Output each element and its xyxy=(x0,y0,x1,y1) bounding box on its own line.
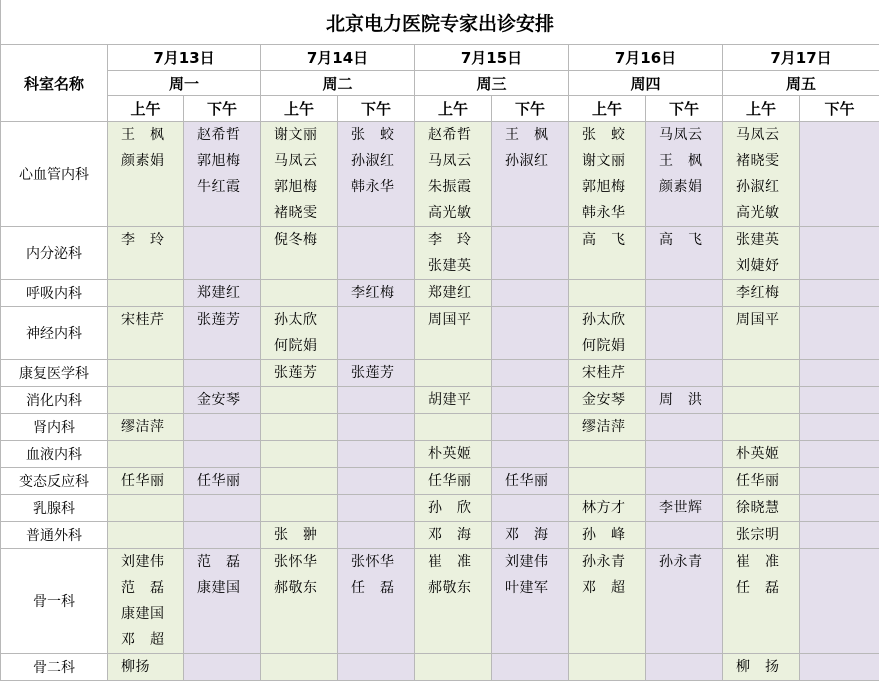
doctor-name: 何院娟 xyxy=(569,333,645,359)
table-row xyxy=(1,522,879,549)
am-slot-cell xyxy=(723,495,800,522)
pm-slot-cell xyxy=(184,654,261,681)
pm-slot-cell xyxy=(492,307,569,360)
am-slot-cell xyxy=(261,495,338,522)
doctor-name: 徐晓慧 xyxy=(723,495,799,521)
doctor-name: 叶建军 xyxy=(492,575,568,601)
pm-slot-cell xyxy=(338,654,415,681)
doctor-name: 任华丽 xyxy=(184,468,260,494)
am-slot-cell xyxy=(415,414,492,441)
doctor-name: 邓 海 xyxy=(492,522,568,548)
doctor-name: 范 磊 xyxy=(108,575,183,601)
doctor-name: 王 枫 xyxy=(108,122,183,148)
pm-slot-cell xyxy=(338,307,415,360)
doctor-name: 张建英 xyxy=(415,253,491,279)
doctor-name: 倪冬梅 xyxy=(261,227,337,253)
pm-slot-cell xyxy=(492,468,569,495)
doctor-name: 郝敬东 xyxy=(415,575,491,601)
am-slot-cell xyxy=(261,522,338,549)
doctor-name: 韩永华 xyxy=(338,174,414,200)
am-slot-cell xyxy=(569,387,646,414)
doctor-name: 李 玲 xyxy=(415,227,491,253)
doctor-name: 高 飞 xyxy=(646,227,722,253)
department-name: 内分泌科 xyxy=(1,227,108,280)
doctor-name: 孙太欣 xyxy=(261,307,337,333)
pm-slot-cell xyxy=(492,414,569,441)
department-name: 骨一科 xyxy=(1,549,108,654)
am-slot-cell xyxy=(261,360,338,387)
pm-slot-cell xyxy=(646,549,723,654)
doctor-name: 刘建伟 xyxy=(492,549,568,575)
am-slot-cell xyxy=(723,387,800,414)
am-slot-cell xyxy=(261,280,338,307)
doctor-name: 周国平 xyxy=(723,307,799,333)
pm-slot-cell xyxy=(800,495,879,522)
doctor-name: 任 磊 xyxy=(338,575,414,601)
doctor-name: 康建国 xyxy=(108,601,183,627)
am-slot-cell xyxy=(569,280,646,307)
department-name: 血液内科 xyxy=(1,441,108,468)
doctor-name: 孙淑红 xyxy=(723,174,799,200)
pm-slot-cell xyxy=(184,227,261,280)
am-slot-cell xyxy=(569,441,646,468)
table-row xyxy=(1,468,879,495)
am-slot-cell xyxy=(108,495,184,522)
am-slot-cell xyxy=(569,122,646,227)
doctor-name: 马凤云 xyxy=(723,122,799,148)
am-slot-cell xyxy=(415,227,492,280)
am-slot-cell xyxy=(569,227,646,280)
pm-slot-cell xyxy=(492,549,569,654)
doctor-name: 宋桂芹 xyxy=(569,360,645,386)
pm-slot-cell xyxy=(800,387,879,414)
table-row xyxy=(1,414,879,441)
pm-slot-cell xyxy=(646,468,723,495)
pm-slot-cell xyxy=(184,280,261,307)
doctor-name: 柳扬 xyxy=(108,654,183,680)
weekday-header: 周一 xyxy=(108,71,261,96)
pm-slot-cell xyxy=(184,495,261,522)
am-slot-cell xyxy=(415,522,492,549)
doctor-name: 柳 扬 xyxy=(723,654,799,680)
department-name: 康复医学科 xyxy=(1,360,108,387)
pm-header: 下午 xyxy=(800,96,879,122)
am-slot-cell xyxy=(415,307,492,360)
am-slot-cell xyxy=(415,468,492,495)
pm-slot-cell xyxy=(492,387,569,414)
department-name: 神经内科 xyxy=(1,307,108,360)
pm-slot-cell xyxy=(338,495,415,522)
pm-slot-cell xyxy=(646,495,723,522)
pm-slot-cell xyxy=(338,468,415,495)
doctor-name: 崔 准 xyxy=(723,549,799,575)
doctor-name: 崔 准 xyxy=(415,549,491,575)
am-slot-cell xyxy=(569,360,646,387)
pm-slot-cell xyxy=(184,360,261,387)
doctor-name: 郑建红 xyxy=(415,280,491,306)
pm-slot-cell xyxy=(800,522,879,549)
am-slot-cell xyxy=(108,122,184,227)
am-slot-cell xyxy=(108,468,184,495)
am-slot-cell xyxy=(415,360,492,387)
doctor-name: 张 蛟 xyxy=(569,122,645,148)
pm-slot-cell xyxy=(338,227,415,280)
am-slot-cell xyxy=(108,280,184,307)
am-slot-cell xyxy=(723,522,800,549)
am-slot-cell xyxy=(261,307,338,360)
am-slot-cell xyxy=(569,414,646,441)
doctor-name: 郭旭梅 xyxy=(184,148,260,174)
department-name: 心血管内科 xyxy=(1,122,108,227)
doctor-name: 谢文丽 xyxy=(569,148,645,174)
doctor-name: 任华丽 xyxy=(415,468,491,494)
am-slot-cell xyxy=(108,654,184,681)
am-slot-cell xyxy=(108,441,184,468)
am-slot-cell xyxy=(415,441,492,468)
pm-slot-cell xyxy=(338,387,415,414)
date-header: 7月14日 xyxy=(261,45,415,71)
doctor-name: 高光敏 xyxy=(415,200,491,226)
pm-slot-cell xyxy=(184,441,261,468)
doctor-name: 孙太欣 xyxy=(569,307,645,333)
doctor-name: 孙 峰 xyxy=(569,522,645,548)
pm-slot-cell xyxy=(492,280,569,307)
doctor-name: 郭旭梅 xyxy=(569,174,645,200)
department-name: 变态反应科 xyxy=(1,468,108,495)
doctor-name: 张怀华 xyxy=(261,549,337,575)
am-slot-cell xyxy=(569,654,646,681)
doctor-name: 康建国 xyxy=(184,575,260,601)
doctor-name: 孙永青 xyxy=(569,549,645,575)
weekday-header: 周五 xyxy=(723,71,879,96)
doctor-name: 张 蛟 xyxy=(338,122,414,148)
doctor-name: 郭旭梅 xyxy=(261,174,337,200)
doctor-name: 牛红霞 xyxy=(184,174,260,200)
am-slot-cell xyxy=(723,227,800,280)
am-slot-cell xyxy=(108,549,184,654)
am-slot-cell xyxy=(569,549,646,654)
pm-slot-cell xyxy=(338,522,415,549)
doctor-name: 任华丽 xyxy=(492,468,568,494)
doctor-name: 颜素娟 xyxy=(646,174,722,200)
pm-slot-cell xyxy=(184,307,261,360)
am-slot-cell xyxy=(108,227,184,280)
am-slot-cell xyxy=(569,307,646,360)
am-header: 上午 xyxy=(723,96,800,122)
am-slot-cell xyxy=(261,468,338,495)
pm-slot-cell xyxy=(646,307,723,360)
am-slot-cell xyxy=(723,414,800,441)
doctor-name: 任华丽 xyxy=(108,468,183,494)
doctor-name: 宋桂芹 xyxy=(108,307,183,333)
pm-slot-cell xyxy=(646,387,723,414)
doctor-name: 任 磊 xyxy=(723,575,799,601)
weekday-header: 周三 xyxy=(415,71,569,96)
table-row xyxy=(1,654,879,681)
pm-slot-cell xyxy=(800,360,879,387)
am-slot-cell xyxy=(108,522,184,549)
doctor-name: 金安琴 xyxy=(569,387,645,413)
pm-slot-cell xyxy=(800,654,879,681)
am-slot-cell xyxy=(415,280,492,307)
pm-slot-cell xyxy=(184,122,261,227)
am-slot-cell xyxy=(108,414,184,441)
pm-slot-cell xyxy=(646,414,723,441)
doctor-name: 谢文丽 xyxy=(261,122,337,148)
table-row xyxy=(1,280,879,307)
pm-slot-cell xyxy=(646,122,723,227)
doctor-name: 朱振霞 xyxy=(415,174,491,200)
pm-slot-cell xyxy=(646,227,723,280)
doctor-name: 颜素娟 xyxy=(108,148,183,174)
date-header: 7月17日 xyxy=(723,45,879,71)
doctor-name: 孙淑红 xyxy=(492,148,568,174)
pm-slot-cell xyxy=(184,468,261,495)
doctor-name: 高光敏 xyxy=(723,200,799,226)
pm-slot-cell xyxy=(338,122,415,227)
am-slot-cell xyxy=(723,280,800,307)
doctor-name: 任华丽 xyxy=(723,468,799,494)
doctor-name: 张莲芳 xyxy=(338,360,414,386)
pm-slot-cell xyxy=(800,227,879,280)
doctor-name: 周国平 xyxy=(415,307,491,333)
am-slot-cell xyxy=(108,360,184,387)
pm-slot-cell xyxy=(800,280,879,307)
pm-slot-cell xyxy=(338,280,415,307)
doctor-name: 张莲芳 xyxy=(261,360,337,386)
pm-slot-cell xyxy=(800,441,879,468)
doctor-name: 刘婕妤 xyxy=(723,253,799,279)
doctor-name: 朴英姬 xyxy=(723,441,799,467)
doctor-name: 张 翀 xyxy=(261,522,337,548)
doctor-name: 金安琴 xyxy=(184,387,260,413)
doctor-name: 王 枫 xyxy=(646,148,722,174)
am-slot-cell xyxy=(261,549,338,654)
department-name: 普通外科 xyxy=(1,522,108,549)
am-header: 上午 xyxy=(261,96,338,122)
doctor-name: 缪洁萍 xyxy=(569,414,645,440)
am-slot-cell xyxy=(261,227,338,280)
pm-slot-cell xyxy=(800,307,879,360)
doctor-name: 张莲芳 xyxy=(184,307,260,333)
am-slot-cell xyxy=(415,495,492,522)
doctor-name: 范 磊 xyxy=(184,549,260,575)
pm-header: 下午 xyxy=(184,96,261,122)
pm-header: 下午 xyxy=(492,96,569,122)
am-slot-cell xyxy=(108,307,184,360)
doctor-name: 赵希哲 xyxy=(415,122,491,148)
doctor-name: 郝敬东 xyxy=(261,575,337,601)
pm-header: 下午 xyxy=(646,96,723,122)
am-slot-cell xyxy=(261,387,338,414)
am-slot-cell xyxy=(261,441,338,468)
table-row xyxy=(1,549,879,654)
date-header: 7月16日 xyxy=(569,45,723,71)
doctor-name: 张建英 xyxy=(723,227,799,253)
doctor-name: 孙淑红 xyxy=(338,148,414,174)
doctor-name: 孙 欣 xyxy=(415,495,491,521)
doctor-name: 褚晓雯 xyxy=(261,200,337,226)
pm-slot-cell xyxy=(184,522,261,549)
doctor-name: 郑建红 xyxy=(184,280,260,306)
pm-slot-cell xyxy=(338,414,415,441)
page-title: 北京电力医院专家出诊安排 xyxy=(1,0,879,45)
am-slot-cell xyxy=(723,654,800,681)
pm-slot-cell xyxy=(492,522,569,549)
table-row xyxy=(1,441,879,468)
am-slot-cell xyxy=(108,387,184,414)
am-header: 上午 xyxy=(415,96,492,122)
pm-slot-cell xyxy=(800,122,879,227)
pm-slot-cell xyxy=(184,414,261,441)
am-header: 上午 xyxy=(569,96,646,122)
doctor-name: 缪洁萍 xyxy=(108,414,183,440)
pm-slot-cell xyxy=(646,360,723,387)
pm-slot-cell xyxy=(800,468,879,495)
pm-slot-cell xyxy=(646,441,723,468)
am-slot-cell xyxy=(261,654,338,681)
pm-slot-cell xyxy=(184,549,261,654)
pm-slot-cell xyxy=(646,522,723,549)
doctor-name: 刘建伟 xyxy=(108,549,183,575)
table-row xyxy=(1,307,879,360)
doctor-name: 邓 超 xyxy=(569,575,645,601)
am-slot-cell xyxy=(723,122,800,227)
table-row xyxy=(1,387,879,414)
date-header: 7月13日 xyxy=(108,45,261,71)
am-slot-cell xyxy=(261,414,338,441)
doctor-name: 周 洪 xyxy=(646,387,722,413)
doctor-name: 胡建平 xyxy=(415,387,491,413)
pm-slot-cell xyxy=(492,441,569,468)
pm-slot-cell xyxy=(492,227,569,280)
doctor-name: 马凤云 xyxy=(261,148,337,174)
pm-slot-cell xyxy=(492,495,569,522)
am-slot-cell xyxy=(415,122,492,227)
am-slot-cell xyxy=(261,122,338,227)
doctor-name: 李红梅 xyxy=(338,280,414,306)
am-slot-cell xyxy=(723,360,800,387)
doctor-name: 王 枫 xyxy=(492,122,568,148)
doctor-name: 韩永华 xyxy=(569,200,645,226)
doctor-name: 高 飞 xyxy=(569,227,645,253)
am-slot-cell xyxy=(415,549,492,654)
doctor-name: 朴英姬 xyxy=(415,441,491,467)
am-slot-cell xyxy=(723,441,800,468)
am-header: 上午 xyxy=(108,96,184,122)
pm-slot-cell xyxy=(800,549,879,654)
pm-header: 下午 xyxy=(338,96,415,122)
date-header: 7月15日 xyxy=(415,45,569,71)
doctor-name: 张怀华 xyxy=(338,549,414,575)
pm-slot-cell xyxy=(492,122,569,227)
table-row xyxy=(1,495,879,522)
doctor-name: 李世辉 xyxy=(646,495,722,521)
am-slot-cell xyxy=(569,495,646,522)
doctor-name: 林方才 xyxy=(569,495,645,521)
department-name: 骨二科 xyxy=(1,654,108,681)
am-slot-cell xyxy=(723,307,800,360)
pm-slot-cell xyxy=(646,280,723,307)
table-row xyxy=(1,122,879,227)
doctor-name: 孙永青 xyxy=(646,549,722,575)
doctor-name: 马凤云 xyxy=(646,122,722,148)
doctor-name: 赵希哲 xyxy=(184,122,260,148)
am-slot-cell xyxy=(723,549,800,654)
weekday-header: 周二 xyxy=(261,71,415,96)
doctor-name: 马凤云 xyxy=(415,148,491,174)
table-row xyxy=(1,360,879,387)
am-slot-cell xyxy=(415,387,492,414)
doctor-name: 邓 海 xyxy=(415,522,491,548)
doctor-name: 李红梅 xyxy=(723,280,799,306)
department-name: 呼吸内科 xyxy=(1,280,108,307)
pm-slot-cell xyxy=(184,387,261,414)
pm-slot-cell xyxy=(800,414,879,441)
table-row xyxy=(1,227,879,280)
am-slot-cell xyxy=(415,654,492,681)
doctor-name: 邓 超 xyxy=(108,627,183,653)
department-name: 肾内科 xyxy=(1,414,108,441)
dept-header: 科室名称 xyxy=(1,45,108,122)
pm-slot-cell xyxy=(338,549,415,654)
am-slot-cell xyxy=(569,522,646,549)
pm-slot-cell xyxy=(338,360,415,387)
pm-slot-cell xyxy=(492,654,569,681)
weekday-header: 周四 xyxy=(569,71,723,96)
doctor-name: 褚晓雯 xyxy=(723,148,799,174)
pm-slot-cell xyxy=(646,654,723,681)
doctor-name: 李 玲 xyxy=(108,227,183,253)
am-slot-cell xyxy=(723,468,800,495)
doctor-name: 张宗明 xyxy=(723,522,799,548)
department-name: 乳腺科 xyxy=(1,495,108,522)
department-name: 消化内科 xyxy=(1,387,108,414)
am-slot-cell xyxy=(569,468,646,495)
doctor-name: 何院娟 xyxy=(261,333,337,359)
pm-slot-cell xyxy=(492,360,569,387)
pm-slot-cell xyxy=(338,441,415,468)
